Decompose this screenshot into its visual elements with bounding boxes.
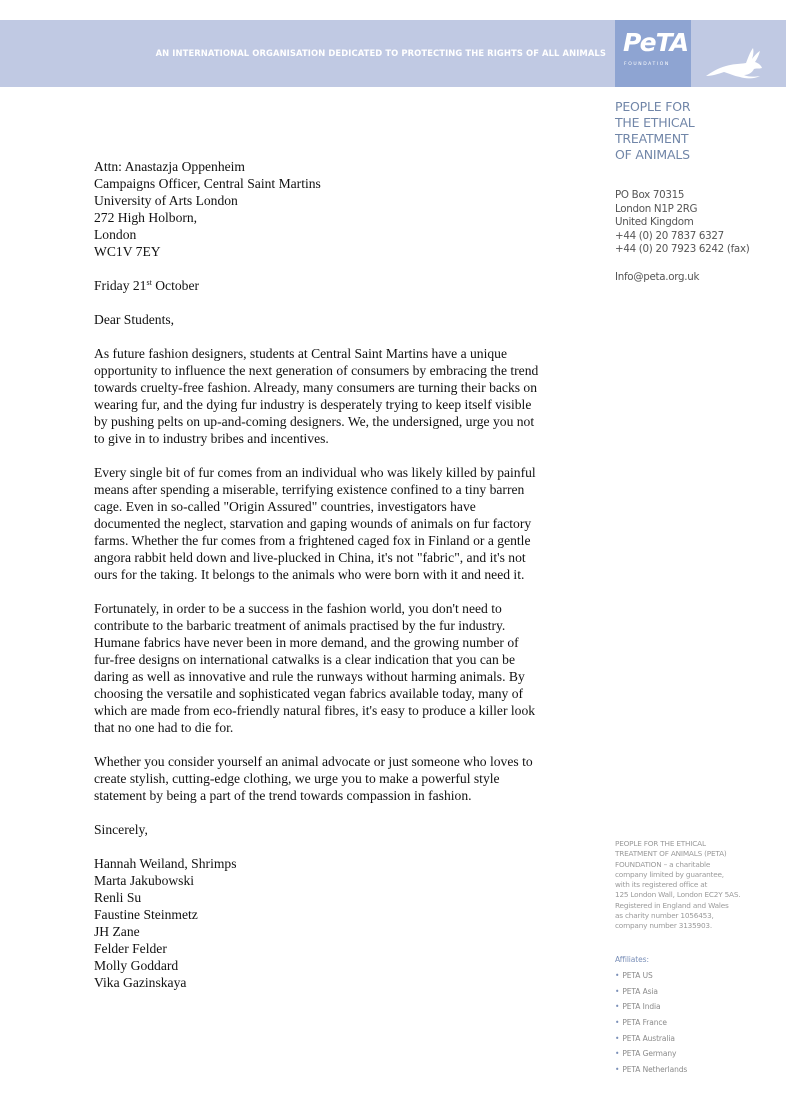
letter-body — [94, 158, 594, 991]
paragraph-line: choosing the versatile and sophisticated vegan fabrics available today, many of — [94, 686, 524, 701]
signatories — [94, 855, 594, 991]
signatory: JH Zane — [94, 924, 140, 939]
logo-subtitle: FOUNDATION — [624, 62, 670, 67]
paragraph-line: to give in to industry bribes and incentives. — [94, 431, 329, 446]
affiliate-item — [615, 1049, 687, 1065]
bullet-icon: • — [615, 1049, 620, 1059]
affiliate-label: PETA US — [622, 971, 653, 980]
affiliate-item — [615, 1065, 687, 1081]
signatory: Molly Goddard — [94, 958, 179, 973]
affiliate-label: PETA Netherlands — [622, 1065, 688, 1075]
paragraph-line: As future fashion designers, students at Central Saint Martins have a unique — [94, 346, 508, 361]
date-day: Friday 21 — [94, 278, 147, 293]
paragraph-line: towards cruelty-free fashion. Already, many consumers are turning their backs on — [94, 380, 538, 395]
signatory: Hannah Weiland, Shrimps — [94, 856, 237, 871]
paragraph-line: Whether you consider yourself an animal advocate or just someone who loves to — [94, 754, 533, 769]
bullet-icon: • — [615, 1065, 620, 1075]
affiliate-label: PETA Asia — [622, 986, 658, 996]
country: United Kingdom — [615, 216, 694, 228]
legal-notice — [615, 839, 740, 932]
letter-date — [94, 277, 594, 294]
closing: Sincerely, — [94, 822, 148, 837]
paragraph-line: means after spending a miserable, terrifying existence confined to a tiny barren — [94, 482, 525, 497]
affiliate-item — [615, 1034, 687, 1050]
header-tagline: AN INTERNATIONAL ORGANISATION DEDICATED TO PROTECTING THE RIGHTS OF ALL ANIMALS — [155, 48, 606, 58]
paragraph-line: documented the neglect, starvation and gaping wounds of animals on fur factory — [94, 516, 532, 531]
org-name-line: PEOPLE FOR — [615, 99, 691, 114]
paragraph-line: which are made from eco-friendly natural fibres, it's easy to produce a killer look — [94, 703, 536, 718]
paragraph-line: contribute to the barbaric treatment of animals practised by the fur industry. — [94, 618, 506, 633]
affiliate-label: PETA Germany — [622, 1049, 677, 1059]
paragraph-line: daring as well as innovative and rule the runways without harming animals. By — [94, 669, 525, 684]
legal-line: FOUNDATION – a charitable — [615, 859, 711, 869]
paragraph-line: ours for the taking. It belongs to the animals who were born with it and need it. — [94, 567, 525, 582]
legal-line: Registered in England and Wales — [615, 900, 729, 910]
signatory: Marta Jakubowski — [94, 873, 195, 888]
legal-line: as charity number 1056453, — [615, 911, 714, 921]
bullet-icon: • — [615, 986, 620, 996]
org-name-line: TREATMENT — [615, 131, 689, 146]
affiliate-label: PETA India — [622, 1002, 661, 1012]
contact-block — [615, 189, 749, 257]
address-line: WC1V 7EY — [94, 244, 161, 259]
email-link[interactable]: Info@peta.org.uk — [615, 271, 700, 283]
affiliate-item — [615, 1002, 687, 1018]
affiliates-title: Affiliates: — [615, 955, 649, 964]
affiliates-list — [615, 955, 687, 1081]
affiliate-label: PETA Australia — [622, 1033, 675, 1043]
salutation: Dear Students, — [94, 312, 175, 327]
city-postcode: London N1P 2RG — [615, 202, 698, 215]
paragraph — [94, 753, 594, 804]
address-line: University of Arts London — [94, 193, 238, 208]
paragraph-line: Humane fabrics have never been in more demand, and the growing number of — [94, 635, 519, 650]
paragraph-line: angora rabbit held down and live-plucked in China, it's not "fabric", and it's not — [94, 550, 526, 565]
bullet-icon: • — [615, 971, 620, 980]
affiliate-item — [615, 987, 687, 1003]
paragraph — [94, 600, 594, 736]
paragraph-line: Every single bit of fur comes from an individual who was likely killed by painful — [94, 465, 536, 480]
paragraph-line: by pushing pelts on up-and-coming designers. We, the undersigned, urge you not — [94, 414, 535, 429]
address-line: Attn: Anastazja Oppenheim — [94, 159, 246, 174]
paragraph-line: Fortunately, in order to be a success in the fashion world, you don't need to — [94, 601, 502, 616]
paragraph-line: fur-free designs on international catwalks is a clear indication that you can be — [94, 652, 515, 667]
org-name-line: OF ANIMALS — [615, 147, 690, 162]
legal-line: TREATMENT OF ANIMALS (PETA) — [615, 849, 727, 859]
legal-line: PEOPLE FOR THE ETHICAL — [615, 839, 706, 848]
org-name — [615, 99, 695, 163]
rabbit-icon — [704, 46, 766, 80]
bullet-icon: • — [615, 1002, 620, 1012]
affiliate-item — [615, 1018, 687, 1034]
paragraph-line: that no one had to die for. — [94, 720, 234, 735]
paragraph-line: cage. Even in so-called "Origin Assured" countries, investigators have — [94, 499, 476, 514]
address-line: Campaigns Officer, Central Saint Martins — [94, 176, 321, 191]
paragraph-line: farms. Whether the fur comes from a frightened caged fox in Finland or a gentle — [94, 533, 531, 548]
bullet-icon: • — [615, 1018, 620, 1028]
affiliate-label: PETA France — [622, 1018, 667, 1028]
paragraph — [94, 464, 594, 583]
legal-line: company limited by guarantee, — [615, 869, 724, 879]
legal-line: 125 London Wall, London EC2Y 5AS. — [615, 890, 741, 900]
affiliate-item — [615, 971, 687, 987]
logo-text: PeTA — [623, 28, 689, 57]
po-box: PO Box 70315 — [615, 189, 685, 201]
address-line: London — [94, 227, 137, 242]
date-ordinal: st — [146, 278, 152, 287]
signatory: Faustine Steinmetz — [94, 907, 198, 922]
address-line: 272 High Holborn, — [94, 210, 198, 225]
bullet-icon: • — [615, 1033, 620, 1043]
paragraph-line: create stylish, cutting-edge clothing, we urge you to make a powerful style — [94, 771, 500, 786]
paragraph-line: opportunity to influence the next generation of consumers by embracing the trend — [94, 363, 539, 378]
signatory: Felder Felder — [94, 941, 167, 956]
legal-line: company number 3135903. — [615, 921, 712, 931]
org-name-line: THE ETHICAL — [615, 115, 695, 130]
signatory: Renli Su — [94, 890, 142, 905]
recipient-address — [94, 158, 594, 260]
peta-logo — [615, 20, 691, 87]
phone: +44 (0) 20 7837 6327 — [615, 229, 724, 242]
date-month: October — [151, 278, 200, 293]
paragraph-line: statement by being a part of the trend towards compassion in fashion. — [94, 788, 472, 803]
paragraph — [94, 345, 594, 447]
paragraph-line: wearing fur, and the dying fur industry is desperately trying to keep itself visible — [94, 397, 532, 412]
fax: +44 (0) 20 7923 6242 (fax) — [615, 243, 750, 255]
signatory: Vika Gazinskaya — [94, 975, 187, 990]
legal-line: with its registered office at — [615, 880, 708, 890]
